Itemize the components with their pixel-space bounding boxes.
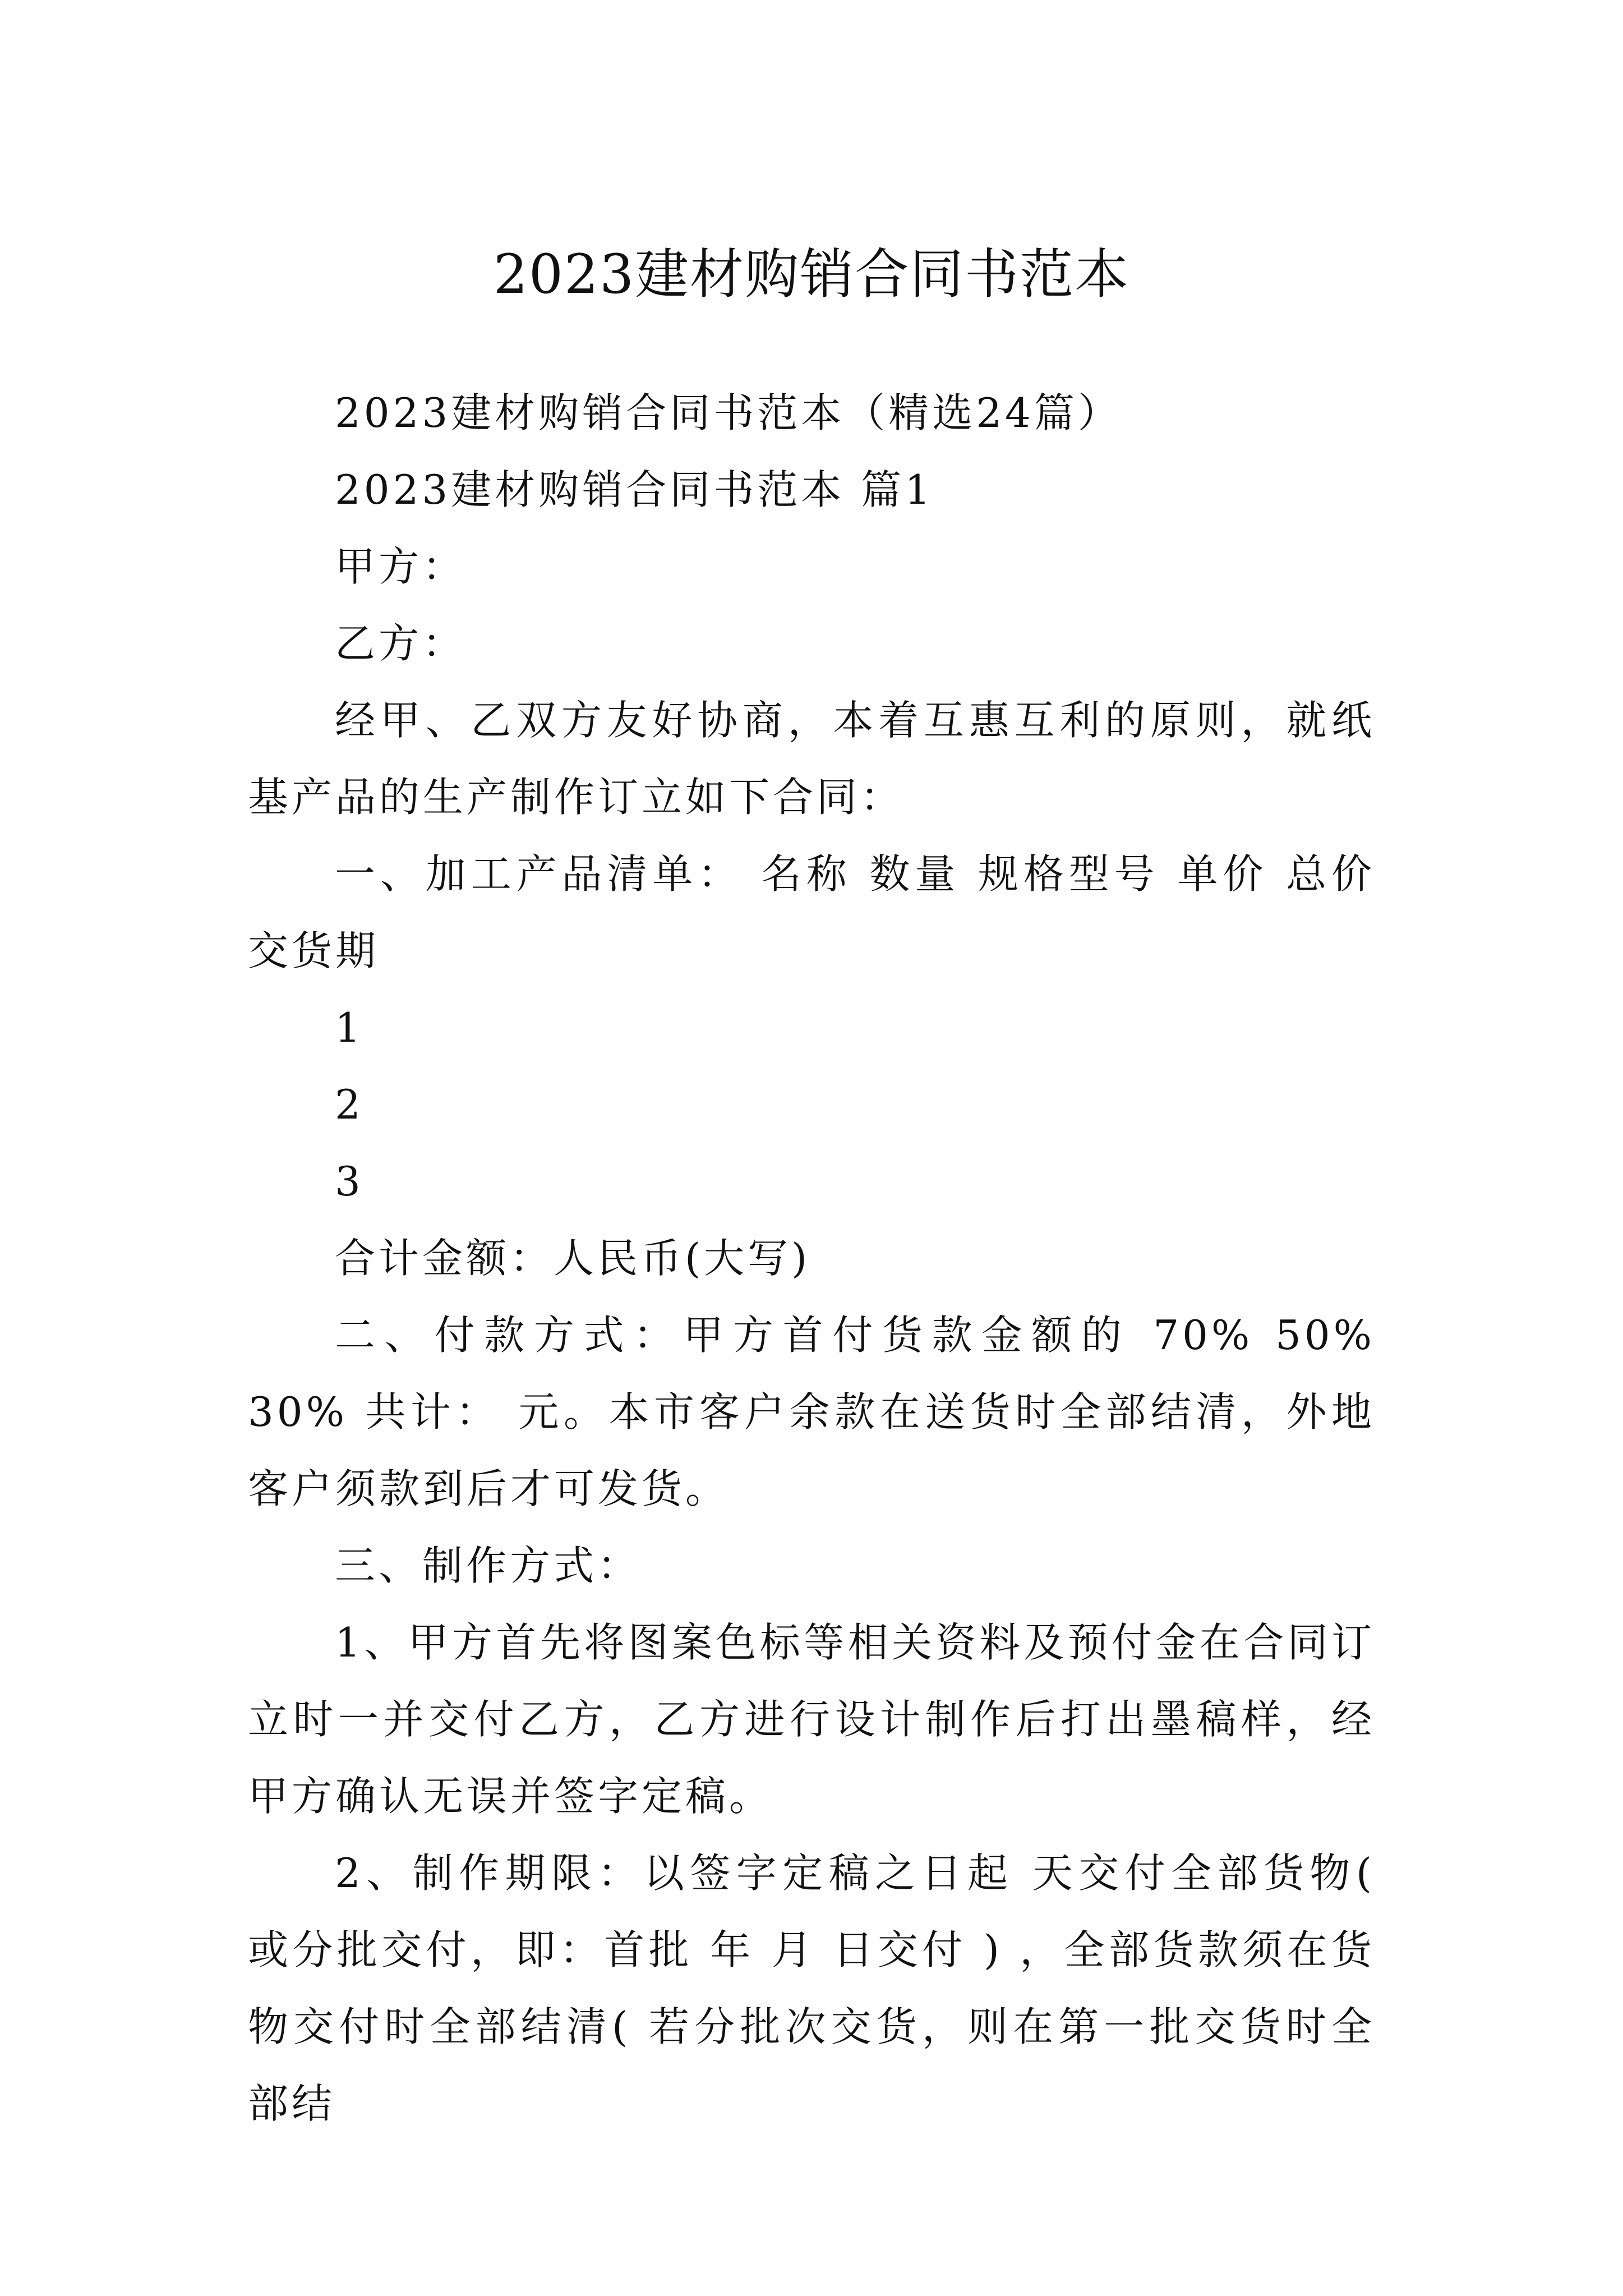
document-body [248, 375, 1375, 2142]
paragraph-clause-1: 1、甲方首先将图案色标等相关资料及预付金在合同订立时一并交付乙方，乙方进行设计制作后打出墨稿样，经甲方确认无误并签字定稿。 [248, 1619, 1375, 1820]
paragraph-production-method: 三、制作方式： [335, 1542, 642, 1589]
document-title: 2023建材购销合同书范本 [493, 243, 1130, 306]
paragraph-payment-method: 二、付款方式：甲方首付货款金额的 70% 50% 30% 共计： 元。本市客户余款在送货时全部结清，外地客户须款到后才可发货。 [248, 1312, 1375, 1512]
paragraph-item-3: 3 [335, 1158, 364, 1205]
paragraph-product-list: 一、加工产品清单： 名称 数量 规格型号 单价 总价 交货期 [248, 850, 1375, 974]
paragraph-party-a: 甲方： [335, 543, 467, 590]
paragraph-item-1: 1 [335, 1004, 364, 1051]
paragraph-total-amount: 合计金额：人民币(大写) [335, 1235, 811, 1282]
paragraph-preamble: 经甲、乙双方友好协商，本着互惠互利的原则，就纸基产品的生产制作订立如下合同： [248, 697, 1375, 821]
paragraph-section-heading: 2023建材购销合同书范本 篇1 [335, 466, 934, 513]
paragraph-item-2: 2 [335, 1081, 364, 1128]
paragraph-clause-2: 2、制作期限：以签字定稿之日起 天交付全部货物( 或分批交付，即：首批 年 月 日交付 ) ，全部货款须在货物交付时全部结清( 若分批次交货，则在第一批交货时全部结 [248, 1849, 1375, 2127]
paragraph-party-b: 乙方： [335, 620, 467, 667]
paragraph-subtitle: 2023建材购销合同书范本（精选24篇） [335, 389, 1122, 436]
